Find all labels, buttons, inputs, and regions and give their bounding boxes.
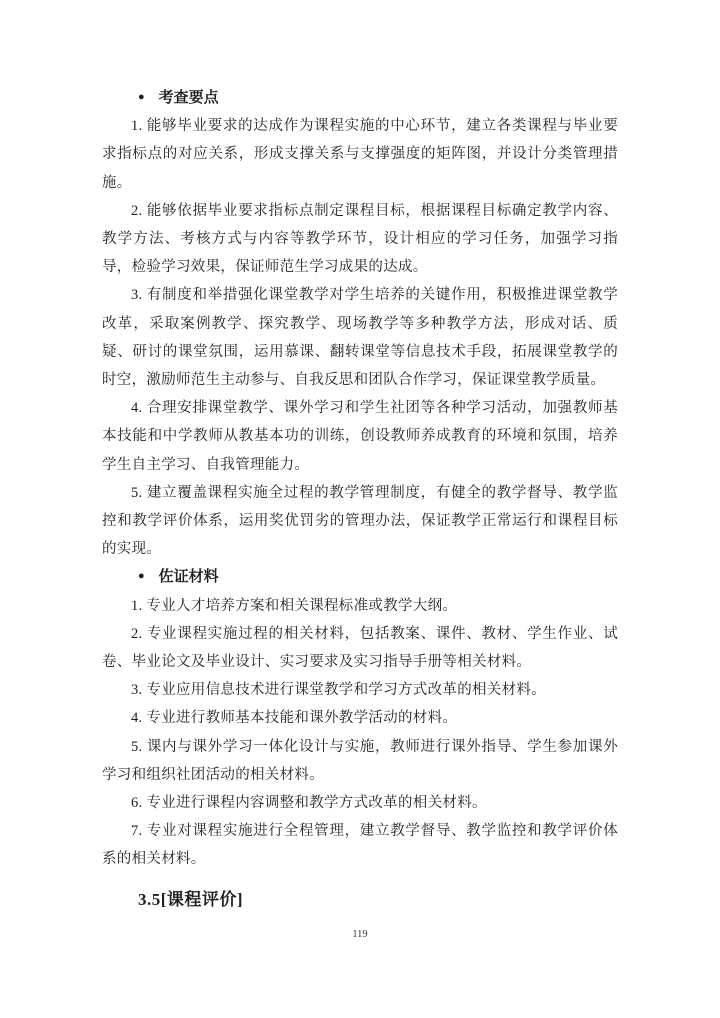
page-number: 119 bbox=[352, 929, 368, 940]
paragraph: 2. 能够依据毕业要求指标点制定课程目标，根据课程目标确定教学内容、教学方法、考核方式与内容等教学环节，设计相应的学习任务，加强学习指导，检验学习效果，保证师范生学习成果的达成。 bbox=[102, 202, 618, 276]
section-header-examination-points bbox=[138, 84, 618, 112]
paragraph: 1. 能够毕业要求的达成作为课程实施的中心环节，建立各类课程与毕业要求指标点的对应关系，形成支撑关系与支撑强度的矩阵图，并设计分类管理措施。 bbox=[102, 118, 618, 191]
section-heading-course-evaluation: 3.5[课程评价] bbox=[138, 889, 244, 909]
bullet-icon: ● bbox=[138, 570, 145, 583]
section-header-supporting-materials bbox=[138, 563, 618, 591]
paragraph: 6. 专业进行课程内容调整和教学方式改革的相关材料。 bbox=[131, 795, 487, 812]
section-header-label: 考查要点 bbox=[158, 90, 219, 106]
paragraph: 5. 建立覆盖课程实施全过程的教学管理制度，有健全的教学督导、教学监控和教学评价体系，运用奖优罚劣的管理办法，保证教学正常运行和课程目标的实现。 bbox=[102, 484, 618, 558]
page-content bbox=[102, 84, 618, 914]
bullet-icon: ● bbox=[138, 91, 145, 103]
paragraph: 4. 专业进行教师基本技能和课外教学活动的材料。 bbox=[131, 710, 458, 727]
paragraph: 5. 课内与课外学习一体化设计与实施，教师进行课外指导、学生参加课外学习和组织社团活动的相关材料。 bbox=[102, 738, 618, 783]
section-header-label: 佐证材料 bbox=[158, 569, 219, 586]
paragraph: 3. 专业应用信息技术进行课堂教学和学习方式改革的相关材料。 bbox=[131, 682, 546, 699]
paragraph: 3. 有制度和举措强化课堂教学对学生培养的关键作用，积极推进课堂教学改革，采取案例教学、探究教学、现场教学等多种教学方法，形成对话、质疑、研讨的课堂氛围，运用慕课、翻转课堂等信息技术手段，拓展课堂教学的时空，激励师范生主动参与、自我反思和团队合作学习，保证课堂教学质量。 bbox=[102, 287, 618, 389]
paragraph: 4. 合理安排课堂教学、课外学习和学生社团等各种学习活动，加强教师基本技能和中学教师从教基本功的训练，创设教师养成教育的环境和氛围，培养学生自主学习、自我管理能力。 bbox=[102, 400, 618, 473]
paragraph: 7. 专业对课程实施进行全程管理，建立教学督导、教学监控和教学评价体系的相关材料。 bbox=[102, 823, 618, 868]
paragraph: 2. 专业课程实施过程的相关材料，包括教案、课件、教材、学生作业、试卷、毕业论文及毕业设计、实习要求及实习指导手册等相关材料。 bbox=[102, 625, 618, 671]
paragraph: 1. 专业人才培养方案和相关课程标准或教学大纲。 bbox=[131, 597, 458, 614]
